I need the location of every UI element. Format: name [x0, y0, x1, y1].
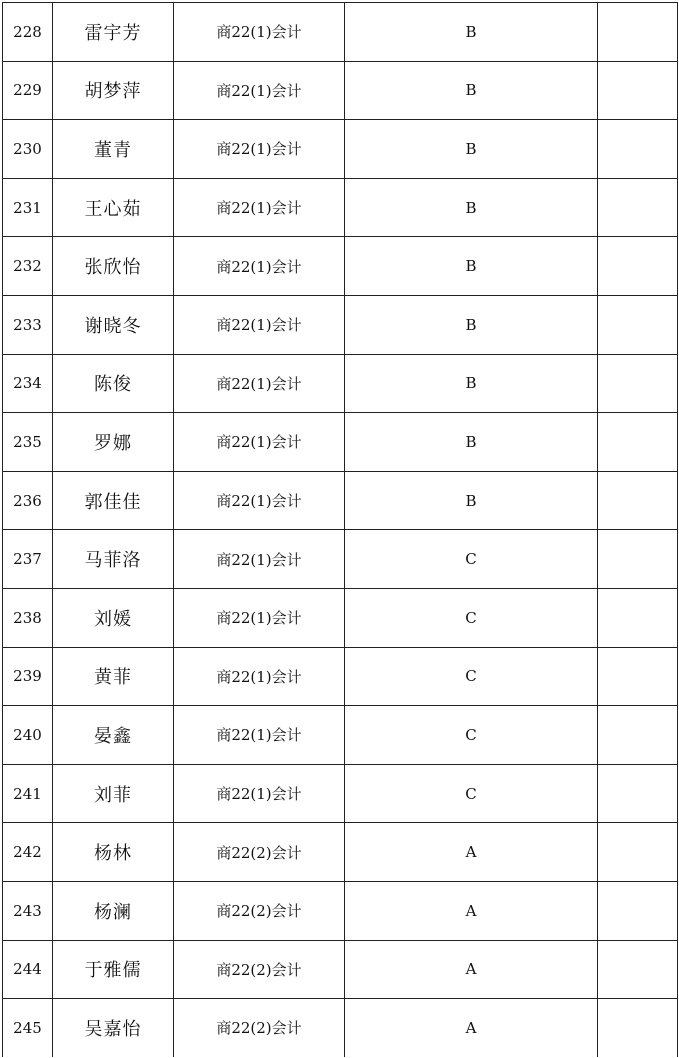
row-number: 233: [3, 295, 53, 354]
note-cell: [598, 764, 678, 823]
student-name: 谢晓冬: [53, 295, 174, 354]
class-name: 商22(1)会计: [174, 471, 345, 530]
class-name: 商22(2)会计: [174, 881, 345, 940]
row-number: 244: [3, 940, 53, 999]
grade-cell: C: [345, 530, 598, 589]
class-name: 商22(1)会计: [174, 413, 345, 472]
grade-cell: B: [345, 295, 598, 354]
row-number: 245: [3, 999, 53, 1057]
class-name: 商22(1)会计: [174, 178, 345, 237]
class-name: 商22(1)会计: [174, 3, 345, 62]
class-name: 商22(1)会计: [174, 588, 345, 647]
student-name: 罗娜: [53, 413, 174, 472]
grade-cell: A: [345, 881, 598, 940]
class-name: 商22(1)会计: [174, 706, 345, 765]
row-number: 230: [3, 120, 53, 179]
note-cell: [598, 61, 678, 120]
grade-cell: A: [345, 823, 598, 882]
class-name: 商22(1)会计: [174, 295, 345, 354]
row-number: 238: [3, 588, 53, 647]
note-cell: [598, 471, 678, 530]
note-cell: [598, 823, 678, 882]
table-body: [3, 3, 678, 1057]
student-name: 王心茹: [53, 178, 174, 237]
table-row: [3, 178, 678, 237]
row-number: 228: [3, 3, 53, 62]
student-name: 胡梦萍: [53, 61, 174, 120]
grade-cell: B: [345, 471, 598, 530]
class-name: 商22(1)会计: [174, 530, 345, 589]
table-row: [3, 764, 678, 823]
class-name: 商22(1)会计: [174, 764, 345, 823]
grade-cell: B: [345, 120, 598, 179]
class-name: 商22(1)会计: [174, 237, 345, 296]
student-name: 黄菲: [53, 647, 174, 706]
note-cell: [598, 999, 678, 1057]
table-row: [3, 120, 678, 179]
note-cell: [598, 295, 678, 354]
student-grade-table: [2, 2, 678, 1057]
class-name: 商22(1)会计: [174, 61, 345, 120]
note-cell: [598, 3, 678, 62]
student-name: 陈俊: [53, 354, 174, 413]
class-name: 商22(1)会计: [174, 647, 345, 706]
row-number: 242: [3, 823, 53, 882]
student-name: 刘媛: [53, 588, 174, 647]
row-number: 240: [3, 706, 53, 765]
student-name: 张欣怡: [53, 237, 174, 296]
row-number: 229: [3, 61, 53, 120]
grade-cell: C: [345, 647, 598, 706]
table-row: [3, 940, 678, 999]
student-name: 晏鑫: [53, 706, 174, 765]
note-cell: [598, 120, 678, 179]
student-name: 马菲洛: [53, 530, 174, 589]
row-number: 231: [3, 178, 53, 237]
grade-cell: C: [345, 588, 598, 647]
note-cell: [598, 706, 678, 765]
grade-cell: B: [345, 354, 598, 413]
row-number: 241: [3, 764, 53, 823]
row-number: 236: [3, 471, 53, 530]
class-name: 商22(1)会计: [174, 354, 345, 413]
student-name: 杨澜: [53, 881, 174, 940]
class-name: 商22(1)会计: [174, 120, 345, 179]
table-row: [3, 647, 678, 706]
class-name: 商22(2)会计: [174, 823, 345, 882]
note-cell: [598, 413, 678, 472]
class-name: 商22(2)会计: [174, 940, 345, 999]
note-cell: [598, 178, 678, 237]
table-row: [3, 530, 678, 589]
grade-cell: C: [345, 764, 598, 823]
row-number: 237: [3, 530, 53, 589]
note-cell: [598, 237, 678, 296]
note-cell: [598, 354, 678, 413]
table-row: [3, 61, 678, 120]
grade-cell: B: [345, 178, 598, 237]
note-cell: [598, 881, 678, 940]
class-name: 商22(2)会计: [174, 999, 345, 1057]
grade-cell: B: [345, 61, 598, 120]
row-number: 243: [3, 881, 53, 940]
grade-cell: C: [345, 706, 598, 765]
student-name: 刘菲: [53, 764, 174, 823]
grade-cell: B: [345, 3, 598, 62]
table-row: [3, 823, 678, 882]
table-row: [3, 706, 678, 765]
table-row: [3, 471, 678, 530]
table-row: [3, 295, 678, 354]
table-row: [3, 413, 678, 472]
student-name: 杨林: [53, 823, 174, 882]
grade-cell: B: [345, 413, 598, 472]
row-number: 234: [3, 354, 53, 413]
note-cell: [598, 530, 678, 589]
table-row: [3, 3, 678, 62]
student-name: 于雅儒: [53, 940, 174, 999]
grade-cell: A: [345, 940, 598, 999]
note-cell: [598, 588, 678, 647]
table-row: [3, 881, 678, 940]
student-name: 郭佳佳: [53, 471, 174, 530]
student-name: 吴嘉怡: [53, 999, 174, 1057]
student-name: 雷宇芳: [53, 3, 174, 62]
row-number: 239: [3, 647, 53, 706]
note-cell: [598, 940, 678, 999]
note-cell: [598, 647, 678, 706]
row-number: 232: [3, 237, 53, 296]
table-row: [3, 588, 678, 647]
grade-cell: B: [345, 237, 598, 296]
grade-cell: A: [345, 999, 598, 1057]
row-number: 235: [3, 413, 53, 472]
student-name: 董青: [53, 120, 174, 179]
table-row: [3, 237, 678, 296]
table-row: [3, 999, 678, 1057]
table-row: [3, 354, 678, 413]
